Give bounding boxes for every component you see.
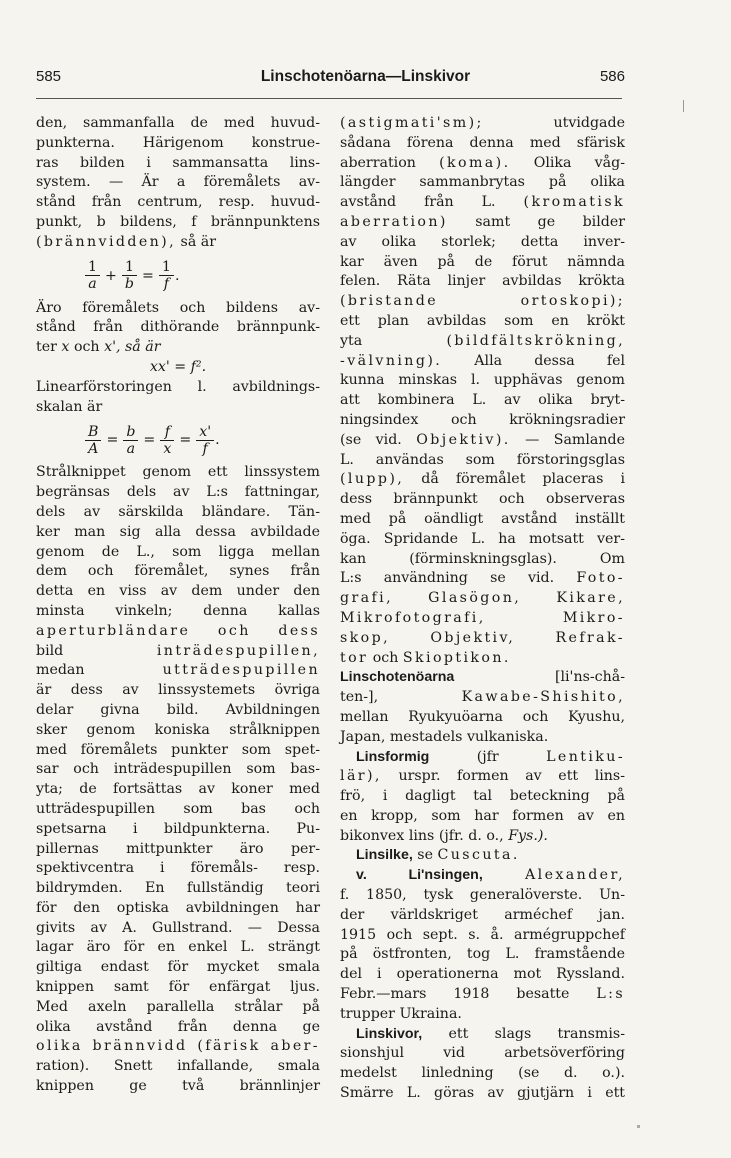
text-line: Japan, mestadels vulkaniska.	[340, 728, 549, 745]
text-line: ker man sig alla dessa avbildade	[36, 523, 320, 540]
text-line: Mikrofotografi, Mikro-	[340, 609, 625, 626]
text-line: system. — Är a föremålets av-	[36, 174, 320, 191]
text-line: knippen samt för enfärgat ljus.	[36, 979, 320, 996]
margin-mark	[683, 100, 684, 112]
text-line: medan utträdespupillen	[36, 662, 320, 679]
text-line: yta (bildfältskrökning,	[340, 332, 625, 349]
text-line: sker genom koniska strålknippen	[36, 721, 320, 738]
text-line: pillernas mittpunkter äro per-	[36, 840, 320, 857]
text-line: aperturbländare och dess	[36, 622, 320, 639]
right-column	[340, 114, 625, 1104]
text-line: punkt, b bildens, f brännpunktens	[36, 213, 320, 230]
text-line: (lupp), då föremålet placeras i	[340, 471, 625, 488]
text-line: sar och inträdespupillen som bas-	[36, 761, 320, 778]
text-line: med på oändligt avstånd inställt	[340, 510, 625, 527]
text-line: dels av särskilda bländare. Tän-	[36, 503, 320, 520]
text-line: olika avstånd från denna ge	[36, 1018, 320, 1035]
entry-headword-linsingen: v. Li'nsingen, Alexander,	[356, 867, 626, 884]
text-line: Febr.—mars 1918 besatte L:s	[340, 986, 625, 1003]
text-line: sionshjul vid arbetsöverföring	[340, 1045, 625, 1062]
text-line: begränsas dels av L:s fattningar,	[36, 484, 320, 501]
text-line: frö, i dagligt tal beteckning på	[340, 788, 625, 805]
text-line: knippen ge två brännlinjer	[36, 1078, 320, 1095]
text-line: för den optiska avbildningen har	[36, 899, 320, 916]
text-line: på östfronten, tog L. framstående	[340, 946, 625, 963]
fraction: $\frac{f}{x}$	[160, 424, 174, 457]
page-number-left: 585	[36, 68, 62, 85]
text-line: medelst linledning (se d. o.).	[340, 1065, 625, 1082]
running-title: Linschotenöarna—Linskivor	[260, 68, 471, 85]
text-line: Smärre L. göras av gjutjärn i ett	[340, 1085, 625, 1102]
text-line: del i operationerna mot Ryssland.	[340, 966, 625, 983]
fraction: $\frac{b}{a}$	[123, 424, 138, 457]
fraction: $\frac{B}{A}$	[85, 424, 101, 457]
text-line: utträdespupillen som bas och	[36, 800, 320, 817]
text-line: spektivcentra i föremåls- resp.	[36, 860, 320, 877]
page-number-right: 586	[599, 68, 625, 85]
entry-headword-linsilke: Linsilke, se Cuscuta.	[356, 847, 520, 864]
equation-newton: xx' = f².	[149, 358, 207, 375]
text-line: en kropp, som har formen av en	[340, 807, 625, 824]
text-line: ration). Snett infallande, smala	[36, 1058, 320, 1075]
text-line: öga. Spridande L. ha motsatt ver-	[340, 530, 625, 547]
text-line: kunna minskas l. upphävas genom	[340, 372, 625, 389]
text-line: der världskriget arméchef jan.	[340, 906, 625, 923]
text-line: f. 1850, tysk generalöverste. Un-	[340, 887, 625, 904]
text-line: stånd från dithörande brännpunk-	[36, 319, 320, 336]
entry-headword-linsformig: Linsformig (jfr Lentiku-	[356, 748, 626, 765]
entry-headword-linschotenoarna: Linschotenöarna [li'ns-chå-	[340, 669, 625, 686]
equation-lens-formula: $\frac{1}{a}$ + $\frac{1}{b}$ = $\frac{1}{f}$ .	[36, 253, 320, 299]
text-line: (brännvidden), så är	[36, 233, 217, 250]
text-line: delar givna bild. Avbildningen	[36, 701, 320, 718]
text-line: olika brännvidd (färisk aber-	[36, 1038, 320, 1055]
equation-magnification: $\frac{B}{A}$ = $\frac{b}{a}$ = $\frac{f}{x}$ = $\frac{x'}{f}$ .	[36, 417, 320, 463]
text-line: givits av A. Gullstrand. — Dessa	[36, 919, 320, 936]
text-line: den, sammanfalla de med huvud-	[36, 115, 320, 131]
text-line: ningsindex och krökningsradier	[340, 411, 625, 428]
text-line: dess brännpunkt och observeras	[340, 491, 625, 508]
text-line: (bristande ortoskopi);	[340, 293, 625, 310]
text-line: sådana förena denna med sfärisk	[340, 134, 625, 151]
text-line: Äro föremålets och bildens av-	[36, 299, 320, 316]
fraction: $\frac{x'}{f}$	[196, 424, 214, 457]
text-line: mellan Ryukyuöarna och Kyushu,	[340, 708, 625, 725]
text-line: bikonvex lins (jfr. d. o., Fys.).	[340, 827, 548, 844]
fraction: $\frac{1}{f}$	[159, 259, 174, 292]
text-line: av olika storlek; detta inver-	[340, 233, 625, 250]
margin-speck	[637, 1125, 640, 1128]
fraction: $\frac{1}{b}$	[122, 259, 137, 292]
text-line: lagar äro för en enkel L. strängt	[36, 939, 320, 956]
header-rule	[36, 98, 622, 99]
entry-headword-linskivor: Linskivor, ett slags transmis-	[356, 1025, 625, 1042]
text-line: är dess av linssystemets övriga	[36, 682, 320, 699]
text-line: genom de L., som ligga mellan	[36, 543, 320, 560]
text-line: (astigmati'sm); utvidgade	[340, 115, 625, 131]
text-line: (se vid. Objektiv). — Samlande	[340, 431, 625, 448]
text-line: kan (förminskningsglas). Om	[340, 550, 625, 567]
text-line: kar även på de förut nämnda	[340, 253, 625, 270]
text-line: ras bilden i sammansatta lins-	[36, 154, 320, 171]
text-line: minsta vinkeln; denna kallas	[36, 602, 320, 619]
text-line: detta en viss av dem under den	[36, 583, 320, 600]
text-line: skop, Objektiv, Refrak-	[340, 629, 625, 646]
text-line: dem och föremålet, synes från	[36, 563, 320, 580]
text-line: felen. Räta linjer avbildas krökta	[340, 273, 625, 290]
text-line: Linearförstoringen l. avbildnings-	[36, 378, 320, 395]
text-line: med föremålets punkter som spet-	[36, 741, 320, 758]
text-line: bildrymden. En fullständig teori	[36, 880, 320, 897]
text-line: L. användas som förstoringsglas	[340, 451, 625, 468]
text-line: ter x och x', så är	[36, 339, 161, 356]
text-line: avstånd från L. (kromatisk	[340, 194, 625, 211]
text-line: trupper Ukraina.	[340, 1005, 462, 1022]
text-line: punkterna. Härigenom konstrue-	[36, 134, 320, 151]
fraction: $\frac{1}{a}$	[85, 259, 100, 292]
text-line: lär), urspr. formen av ett lins-	[340, 768, 625, 785]
text-line: aberration (koma). Olika våg-	[340, 154, 625, 171]
text-line: spetsarna i bildpunkterna. Pu-	[36, 820, 320, 837]
text-line: -välvning). Alla dessa fel	[340, 352, 625, 369]
text-line: att kombinera L. av olika bryt-	[340, 392, 625, 409]
text-line: 1915 och sept. s. å. armégruppchef	[340, 926, 625, 943]
text-line: giltiga endast för mycket smala	[36, 959, 320, 976]
text-line: ett plan avbildas som en krökt	[340, 312, 625, 329]
text-line: Med axeln parallella strålar på	[36, 998, 320, 1015]
text-line: tor och Skioptikon.	[340, 649, 511, 666]
text-line: ten-], Kawabe-Shishito,	[340, 689, 625, 706]
text-line: grafi, Glasögon, Kikare,	[340, 590, 625, 607]
text-line: stånd från centrum, resp. huvud-	[36, 194, 320, 211]
text-line: aberration) samt ge bilder	[340, 213, 625, 230]
left-column	[36, 114, 320, 1097]
text-line: skalan är	[36, 398, 103, 415]
text-line: längder sammanbrytas på olika	[340, 174, 625, 191]
text-line: bild inträdespupillen,	[36, 642, 320, 659]
text-line: L:s användning se vid. Foto-	[340, 570, 625, 587]
text-line: yta; de fortsättas av koner med	[36, 781, 320, 798]
spaced-term: (brännvidden),	[36, 233, 177, 250]
text-line: Strålknippet genom ett linssystem	[36, 464, 320, 481]
